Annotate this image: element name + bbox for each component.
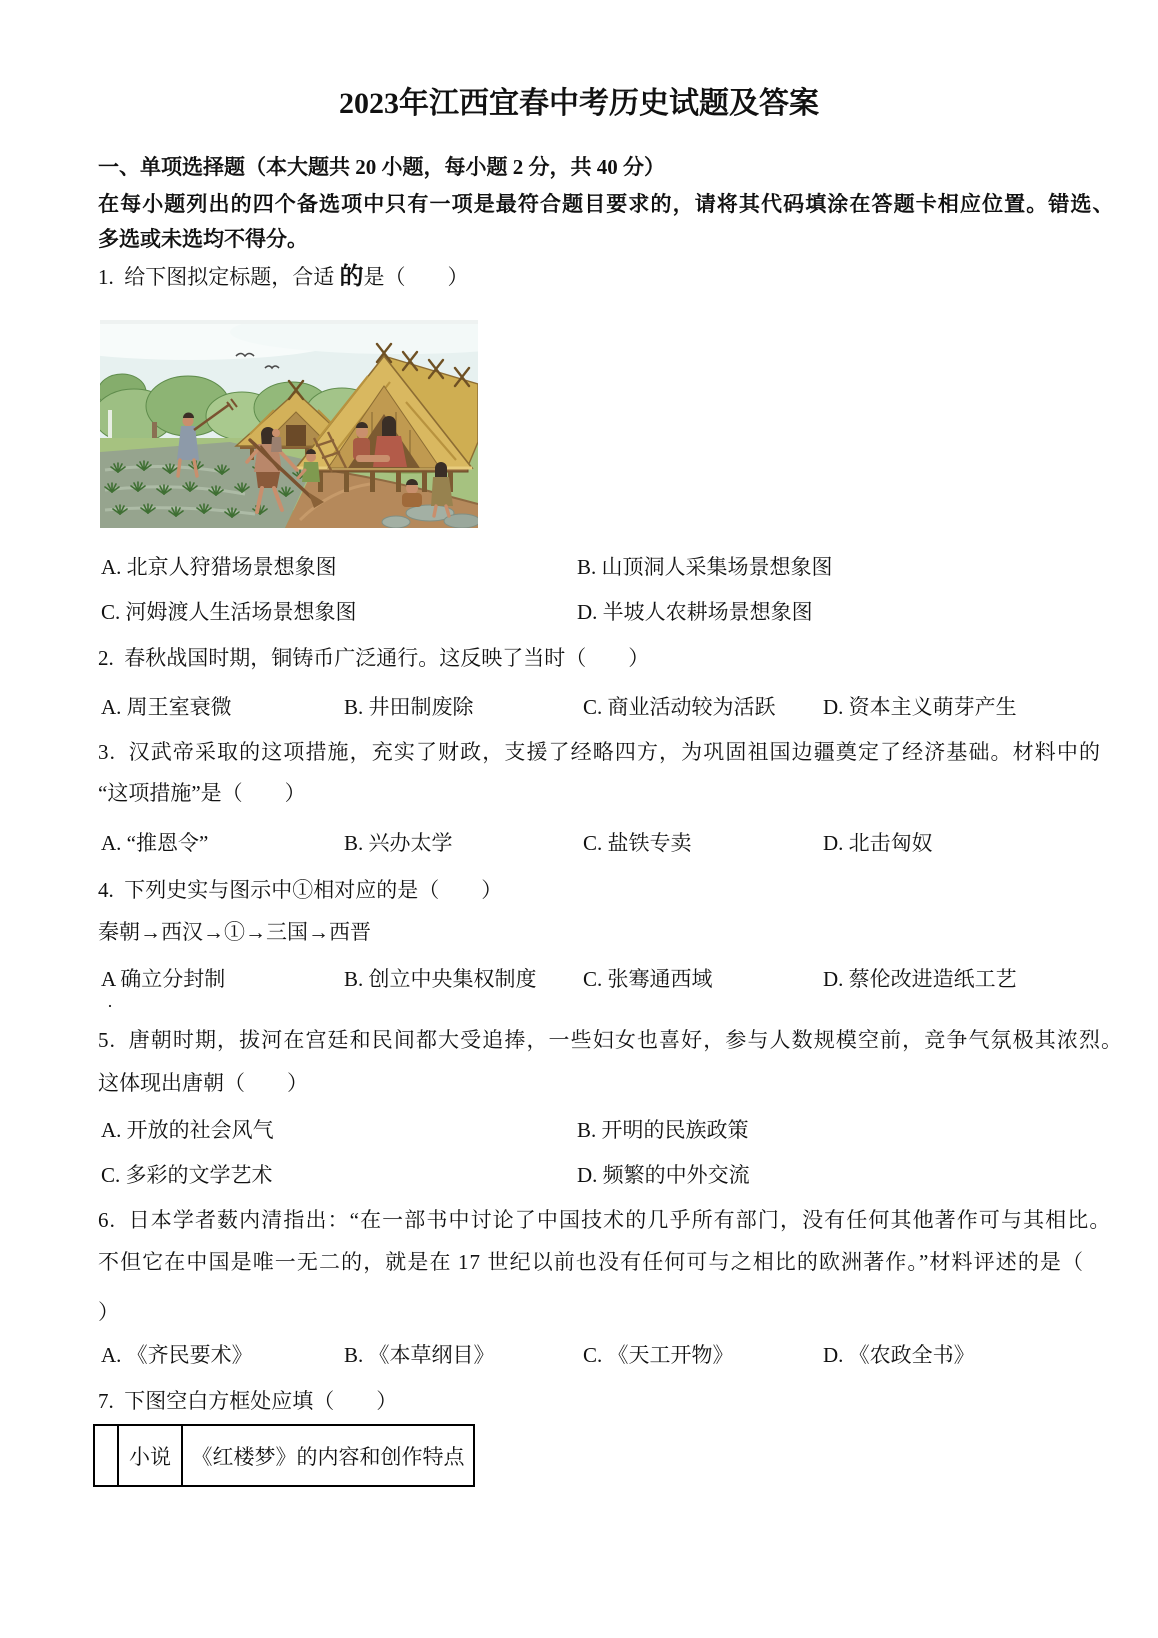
question-1-option-c: C. 河姆渡人生活场景想象图 [101,600,357,624]
question-1-option-a: A. 北京人狩猎场景想象图 [101,555,337,579]
question-3-stem-line-1: 3. 汉武帝采取的这项措施，充实了财政，支援了经略四方，为巩固祖国边疆奠定了经济基础。材料中的 [98,740,1102,764]
question-6-stem-line-3: ） [98,1300,119,1324]
question-3-option-b: B. 兴办太学 [344,831,453,855]
question-5-stem-line-1: 5. 唐朝时期，拔河在宫廷和民间都大受追捧，一些妇女也喜好，参与人数规模空前，竞争气氛极其浓烈。 [98,1028,1124,1052]
question-7-table-category-cell: 小说 [119,1426,183,1485]
question-7-table-content-cell: 《红楼梦》的内容和创作特点 [191,1444,465,1469]
question-2-option-c: C. 商业活动较为活跃 [583,695,776,719]
question-4-option-c: C. 张骞通西域 [583,967,713,991]
question-5-option-b: B. 开明的民族政策 [577,1118,749,1142]
question-4-option-b: B. 创立中央集权制度 [344,967,537,991]
question-6-option-c: C. 《天工开物》 [583,1343,734,1367]
question-2-option-a: A. 周王室衰微 [101,695,232,719]
page-title: 2023年江西宜春中考历史试题及答案 [339,87,819,120]
question-1-stem-after: 是（ ） [363,265,469,289]
question-3-option-a: A. “推恩令” [101,831,209,855]
section-heading: 一、单项选择题（本大题共 20 小题，每小题 2 分，共 40 分） [98,155,665,179]
question-1-stem-before: 1. 给下图拟定标题，合适 [98,265,340,289]
question-6-stem-line-1: 6. 日本学者薮内清指出：“在一部书中讨论了中国技术的几乎所有部门，没有任何其他著作可与其相比。 [98,1208,1112,1232]
question-1-stem-bold-char: 的 [339,264,364,290]
question-7-table [93,1424,475,1487]
question-6-option-b: B. 《本草纲目》 [344,1343,495,1367]
question-4-option-a: A 确立分封制 [101,967,226,991]
question-5-option-d: D. 频繁的中外交流 [577,1163,750,1187]
question-4-timeline-diagram: 秦朝→西汉→①→三国→西晋 [98,920,371,944]
question-2-option-d: D. 资本主义萌芽产生 [823,695,1017,719]
question-3-option-d: D. 北击匈奴 [823,831,933,855]
question-3-option-c: C. 盐铁专卖 [583,831,692,855]
question-2-stem: 2. 春秋战国时期，铜铸币广泛通行。这反映了当时（ ） [98,646,650,670]
question-5-option-c: C. 多彩的文学艺术 [101,1163,273,1187]
question-4-option-d: D. 蔡伦改进造纸工艺 [823,967,1017,991]
question-5-stem-line-2: 这体现出唐朝（ ） [98,1071,308,1095]
question-4-stem: 4. 下列史实与图示中①相对应的是（ ） [98,878,503,902]
question-6-option-a: A. 《齐民要术》 [101,1343,253,1367]
question-6-stem-line-2: 不但它在中国是唯一无二的，就是在 17 世纪以前也没有任何可与之相比的欧洲著作。”材料评述的是（ [98,1250,1085,1274]
instructions-line-2: 多选或未选均不得分。 [98,227,308,251]
question-1-stem [98,264,469,290]
question-5-option-a: A. 开放的社会风气 [101,1118,274,1142]
question-7-stem: 7. 下图空白方框处应填（ ） [98,1389,398,1413]
question-2-option-b: B. 井田制废除 [344,695,474,719]
instructions-line-1: 在每小题列出的四个备选项中只有一项是最符合题目要求的，请将其代码填涂在答题卡相应位置。错选、 [98,192,1115,216]
stray-dot-mark: · [107,996,113,1016]
question-1-option-d: D. 半坡人农耕场景想象图 [577,600,813,624]
question-6-option-d: D. 《农政全书》 [823,1343,975,1367]
question-1-option-b: B. 山顶洞人采集场景想象图 [577,555,833,579]
question-3-stem-line-2: “这项措施”是（ ） [98,781,306,805]
question-7-table-blank-cell [95,1426,119,1485]
primitive-farming-scene-illustration [100,320,478,528]
